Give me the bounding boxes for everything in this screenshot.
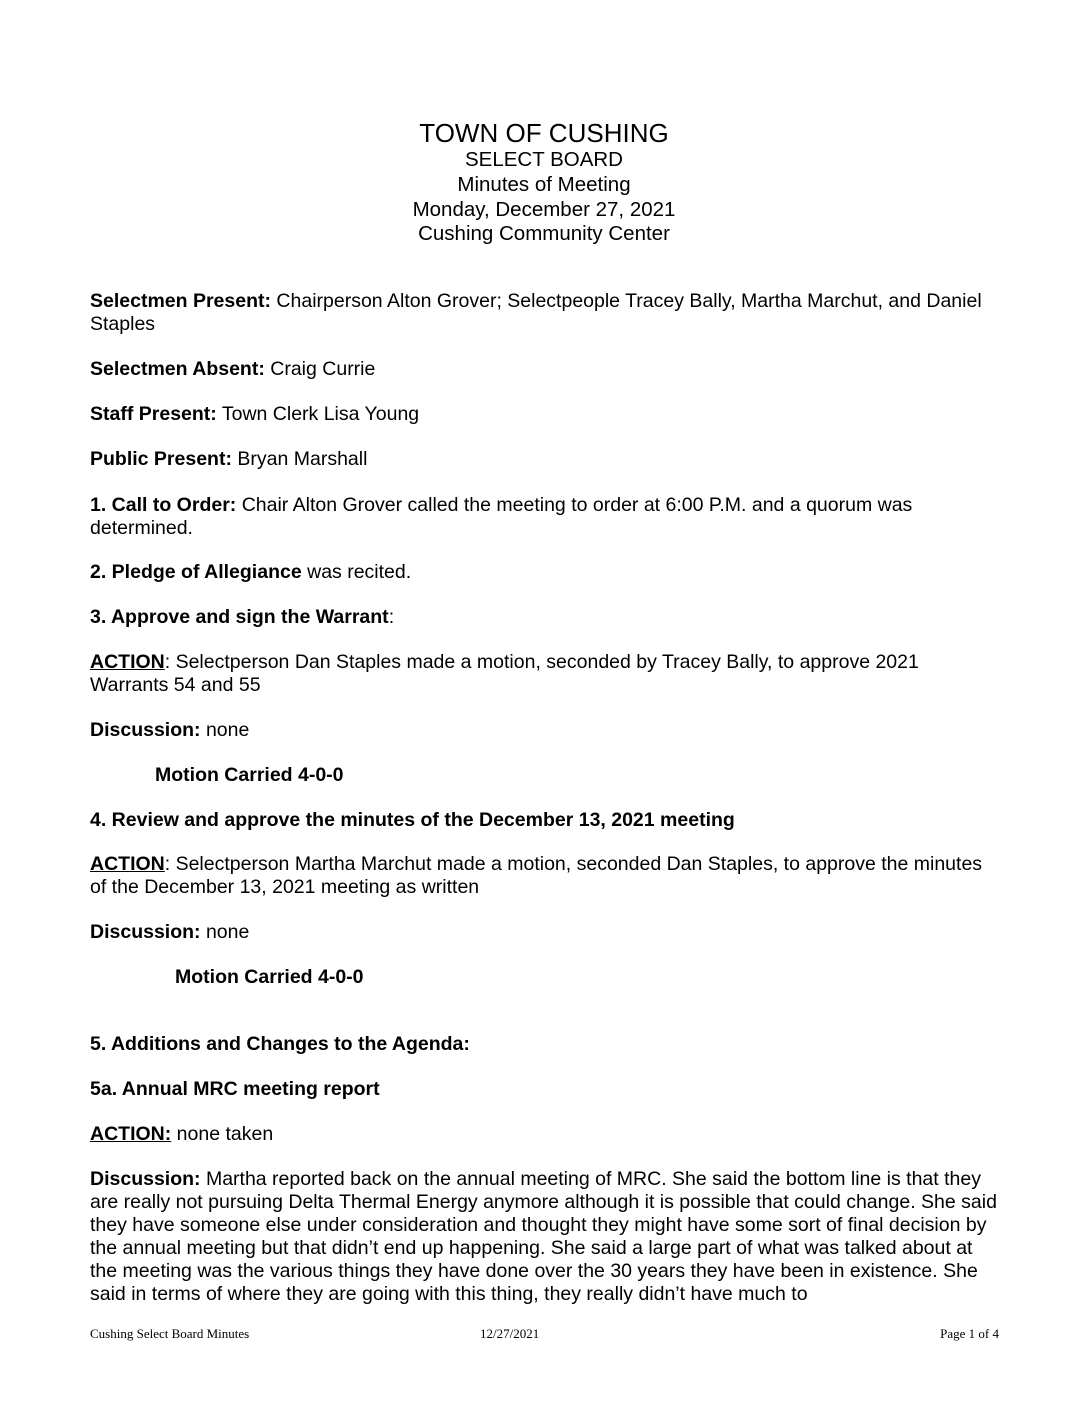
selectmen-absent-label: Selectmen Absent: (90, 358, 265, 380)
warrant-action (90, 651, 1000, 697)
minutes-action-text: : Selectperson Martha Marchut made a motion, seconded Dan Staples, to approve the minutes of the December 13, 2021 meeting as written (90, 853, 983, 898)
minutes-motion-result: Motion Carried 4-0-0 (175, 966, 364, 988)
mrc-discussion-text: Martha reported back on the annual meeting of MRC. She said the bottom line is that they are really not pursuing Delta Thermal Energy anymore although it is possible that could change. She said they have someone else under consideration and thought they might have some sort of final decision by the annual meeting but that didn’t end up happening. She said a large part of what was talked about at the meeting was the various things they have done over the 30 years they have been in existence. She said in terms of where they are going with this thing, they really didn’t have much to (90, 1168, 997, 1305)
warrant-action-label: ACTION (90, 651, 165, 673)
public-present-label: Public Present: (90, 448, 232, 470)
staff-present (90, 403, 1000, 426)
footer-title: Cushing Select Board Minutes (90, 1326, 250, 1341)
agenda-heading: 5. Additions and Changes to the Agenda: (90, 1033, 470, 1055)
pledge (90, 561, 1000, 584)
town-title: TOWN OF CUSHING (419, 118, 669, 148)
mrc-action-label: ACTION: (90, 1123, 172, 1145)
warrant-heading-colon: : (388, 606, 395, 628)
warrant-heading (90, 606, 1000, 629)
warrant-discussion-text: none (200, 719, 250, 741)
mrc-action-text: none taken (171, 1123, 274, 1145)
minutes-discussion-label: Discussion: (90, 921, 201, 943)
selectmen-present-label: Selectmen Present: (90, 290, 271, 312)
meeting-location: Cushing Community Center (418, 222, 670, 245)
mrc-heading: 5a. Annual MRC meeting report (90, 1078, 380, 1100)
staff-present-label: Staff Present: (90, 403, 217, 425)
pledge-label: 2. Pledge of Allegiance (90, 561, 302, 583)
selectmen-absent (90, 358, 1000, 381)
minutes-action-label: ACTION (90, 853, 165, 875)
document-type: Minutes of Meeting (457, 173, 631, 196)
footer-date: 12/27/2021 (480, 1326, 540, 1341)
warrant-heading-text: 3. Approve and sign the Warrant (90, 606, 389, 628)
staff-present-text: Town Clerk Lisa Young (216, 403, 420, 425)
warrant-motion-result: Motion Carried 4-0-0 (155, 764, 344, 786)
call-to-order-text: Chair Alton Grover called the meeting to order at 6:00 P.M. and a quorum was determined. (90, 494, 913, 539)
board-name: SELECT BOARD (465, 148, 623, 171)
selectmen-absent-text: Craig Currie (264, 358, 376, 380)
pledge-text: was recited. (301, 561, 412, 583)
mrc-discussion (90, 1168, 1000, 1306)
public-present (90, 448, 1000, 471)
selectmen-present (90, 290, 1000, 336)
warrant-discussion (90, 719, 1000, 742)
minutes-action (90, 853, 1000, 899)
mrc-action (90, 1123, 1000, 1146)
minutes-heading: 4. Review and approve the minutes of the December 13, 2021 meeting (90, 809, 735, 831)
public-present-text: Bryan Marshall (231, 448, 368, 470)
meeting-date: Monday, December 27, 2021 (412, 198, 676, 221)
mrc-discussion-label: Discussion: (90, 1168, 201, 1190)
minutes-discussion (90, 921, 1000, 944)
warrant-discussion-label: Discussion: (90, 719, 201, 741)
selectmen-present-text: Chairperson Alton Grover; Selectpeople Tracey Bally, Martha Marchut, and Daniel Staples (90, 290, 982, 335)
minutes-discussion-text: none (200, 921, 250, 943)
call-to-order (90, 494, 1000, 540)
warrant-action-text: : Selectperson Dan Staples made a motion, seconded by Tracey Bally, to approve 2021 Warrants 54 and 55 (90, 651, 919, 696)
call-to-order-label: 1. Call to Order: (90, 494, 237, 516)
footer-page-number: Page 1 of 4 (940, 1326, 999, 1341)
